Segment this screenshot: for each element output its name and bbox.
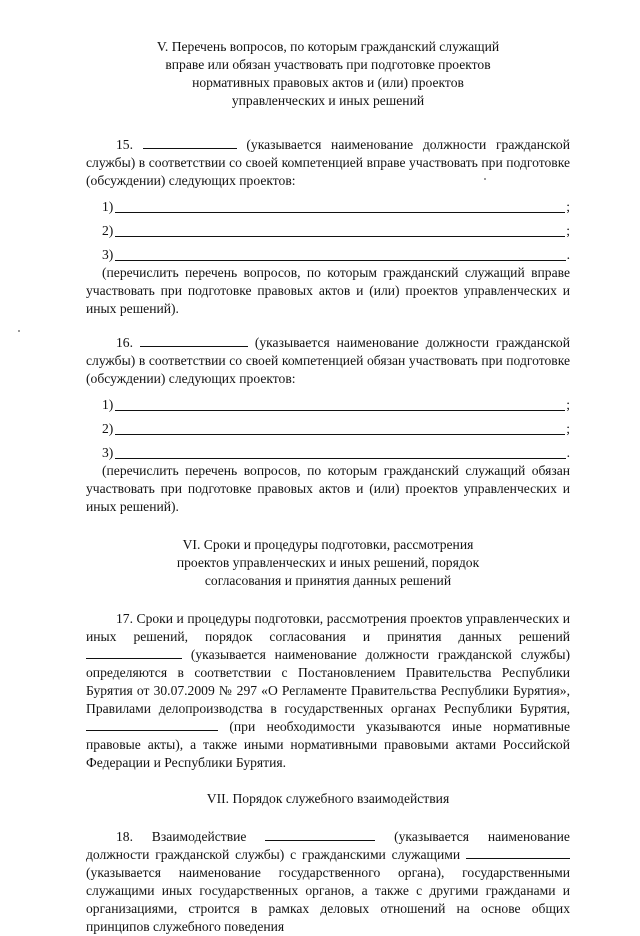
list-item: [102, 198, 570, 216]
paragraph-text: 17. Сроки и процедуры подготовки, рассмотрения проектов управленческих и иных решений, порядок согласования и принятия данных решений: [86, 611, 570, 644]
blank-line: [115, 446, 565, 459]
heading-line: V. Перечень вопросов, по которым гражданский служащий: [156, 39, 500, 54]
heading-line: проектов управленческих и иных решений, порядок: [176, 555, 480, 570]
paragraph-number: 15.: [116, 137, 133, 152]
paragraph-16: [86, 334, 570, 388]
paragraph-text: (указывается наименование должности гражданской службы): [86, 137, 570, 170]
blank-line: [115, 200, 565, 213]
item-end: .: [566, 247, 570, 262]
item-number: 2): [102, 421, 114, 436]
paragraph-text: 18. Взаимодействие: [116, 829, 247, 844]
item-end: ;: [566, 199, 570, 214]
blank-line: [140, 334, 248, 347]
heading-line: управленческих и иных решений: [231, 93, 425, 108]
section-6-heading: [86, 536, 570, 590]
paragraph-15: [86, 136, 570, 190]
item-end: ;: [566, 223, 570, 238]
list-item: [102, 444, 570, 462]
item-number: 1): [102, 397, 114, 412]
item-number: 3): [102, 445, 114, 460]
paragraph-text: (при необходимости указываются иные нормативные правовые акты), а также иными нормативными правовыми актами Российской Федерации и Республики Бурятия.: [86, 719, 570, 770]
section-5-heading: [86, 38, 570, 110]
paragraph-text: (указывается наименование должности гражданской службы) определяются в соответствии с Постановлением Правительства Республики Бурятия от 30.07.2009 № 297 «О Регламенте Правительства Республики Бурятия», Правилами делопроизводства в государственных органах Республики Бурятия,: [86, 647, 570, 716]
heading-line: VI. Сроки и процедуры подготовки, рассмотрения: [182, 537, 474, 552]
heading-line: вправе или обязан участвовать при подготовке проектов: [165, 57, 491, 72]
heading-line: нормативных правовых актов и (или) проектов: [192, 75, 464, 90]
paragraph-text: (указывается наименование государственного органа), государственными служащими иных государственных органов, а также с другими гражданами и организациями, строится в рамках деловых отношений на основе общих принципов служебного поведения: [86, 865, 570, 934]
list-item: [102, 222, 570, 240]
list-item: [102, 420, 570, 438]
heading-line: VII. Порядок служебного взаимодействия: [206, 791, 450, 806]
note-16: (перечислить перечень вопросов, по которым гражданский служащий обязан участвовать при подготовке правовых актов и (или) проектов управленческих и иных решений).: [86, 463, 570, 514]
blank-line: [115, 398, 565, 411]
document-page: [86, 38, 570, 936]
paragraph-17: [86, 610, 570, 772]
blank-line: [143, 136, 237, 149]
blank-line: [115, 248, 565, 261]
paragraph-text: (указывается наименование должности гражданской службы) с гражданскими служащими: [86, 829, 570, 862]
blank-line: [265, 828, 375, 841]
blank-line: [115, 224, 565, 237]
item-number: 3): [102, 247, 114, 262]
paragraph-text: в соответствии со своей компетенцией вправе участвовать при подготовке (обсуждении) следующих проектов:: [86, 155, 571, 188]
item-number: 1): [102, 199, 114, 214]
list-item: [102, 396, 570, 414]
blank-line: [86, 718, 218, 731]
item-number: 2): [102, 223, 114, 238]
paragraph-18: [86, 828, 570, 936]
section-7-heading: [86, 790, 570, 808]
blank-line: [115, 422, 565, 435]
blank-line: [466, 846, 570, 859]
list-item: [102, 246, 570, 264]
paragraph-text: (указывается наименование должности гражданской: [254, 335, 571, 350]
heading-line: согласования и принятия данных решений: [204, 573, 452, 588]
scan-speck: [484, 178, 486, 180]
item-end: ;: [566, 421, 570, 436]
note-15: (перечислить перечень вопросов, по которым гражданский служащий вправе участвовать при подготовке правовых актов и (или) проектов управленческих и иных решений).: [86, 265, 570, 316]
item-end: ;: [566, 397, 570, 412]
blank-line: [86, 646, 182, 659]
paragraph-text: службы) в соответствии со своей компетенцией обязан участвовать при подготовке (обсуждении) следующих проектов:: [86, 353, 570, 386]
paragraph-number: 16.: [116, 335, 133, 350]
scan-speck: [18, 330, 20, 332]
item-end: .: [566, 445, 570, 460]
